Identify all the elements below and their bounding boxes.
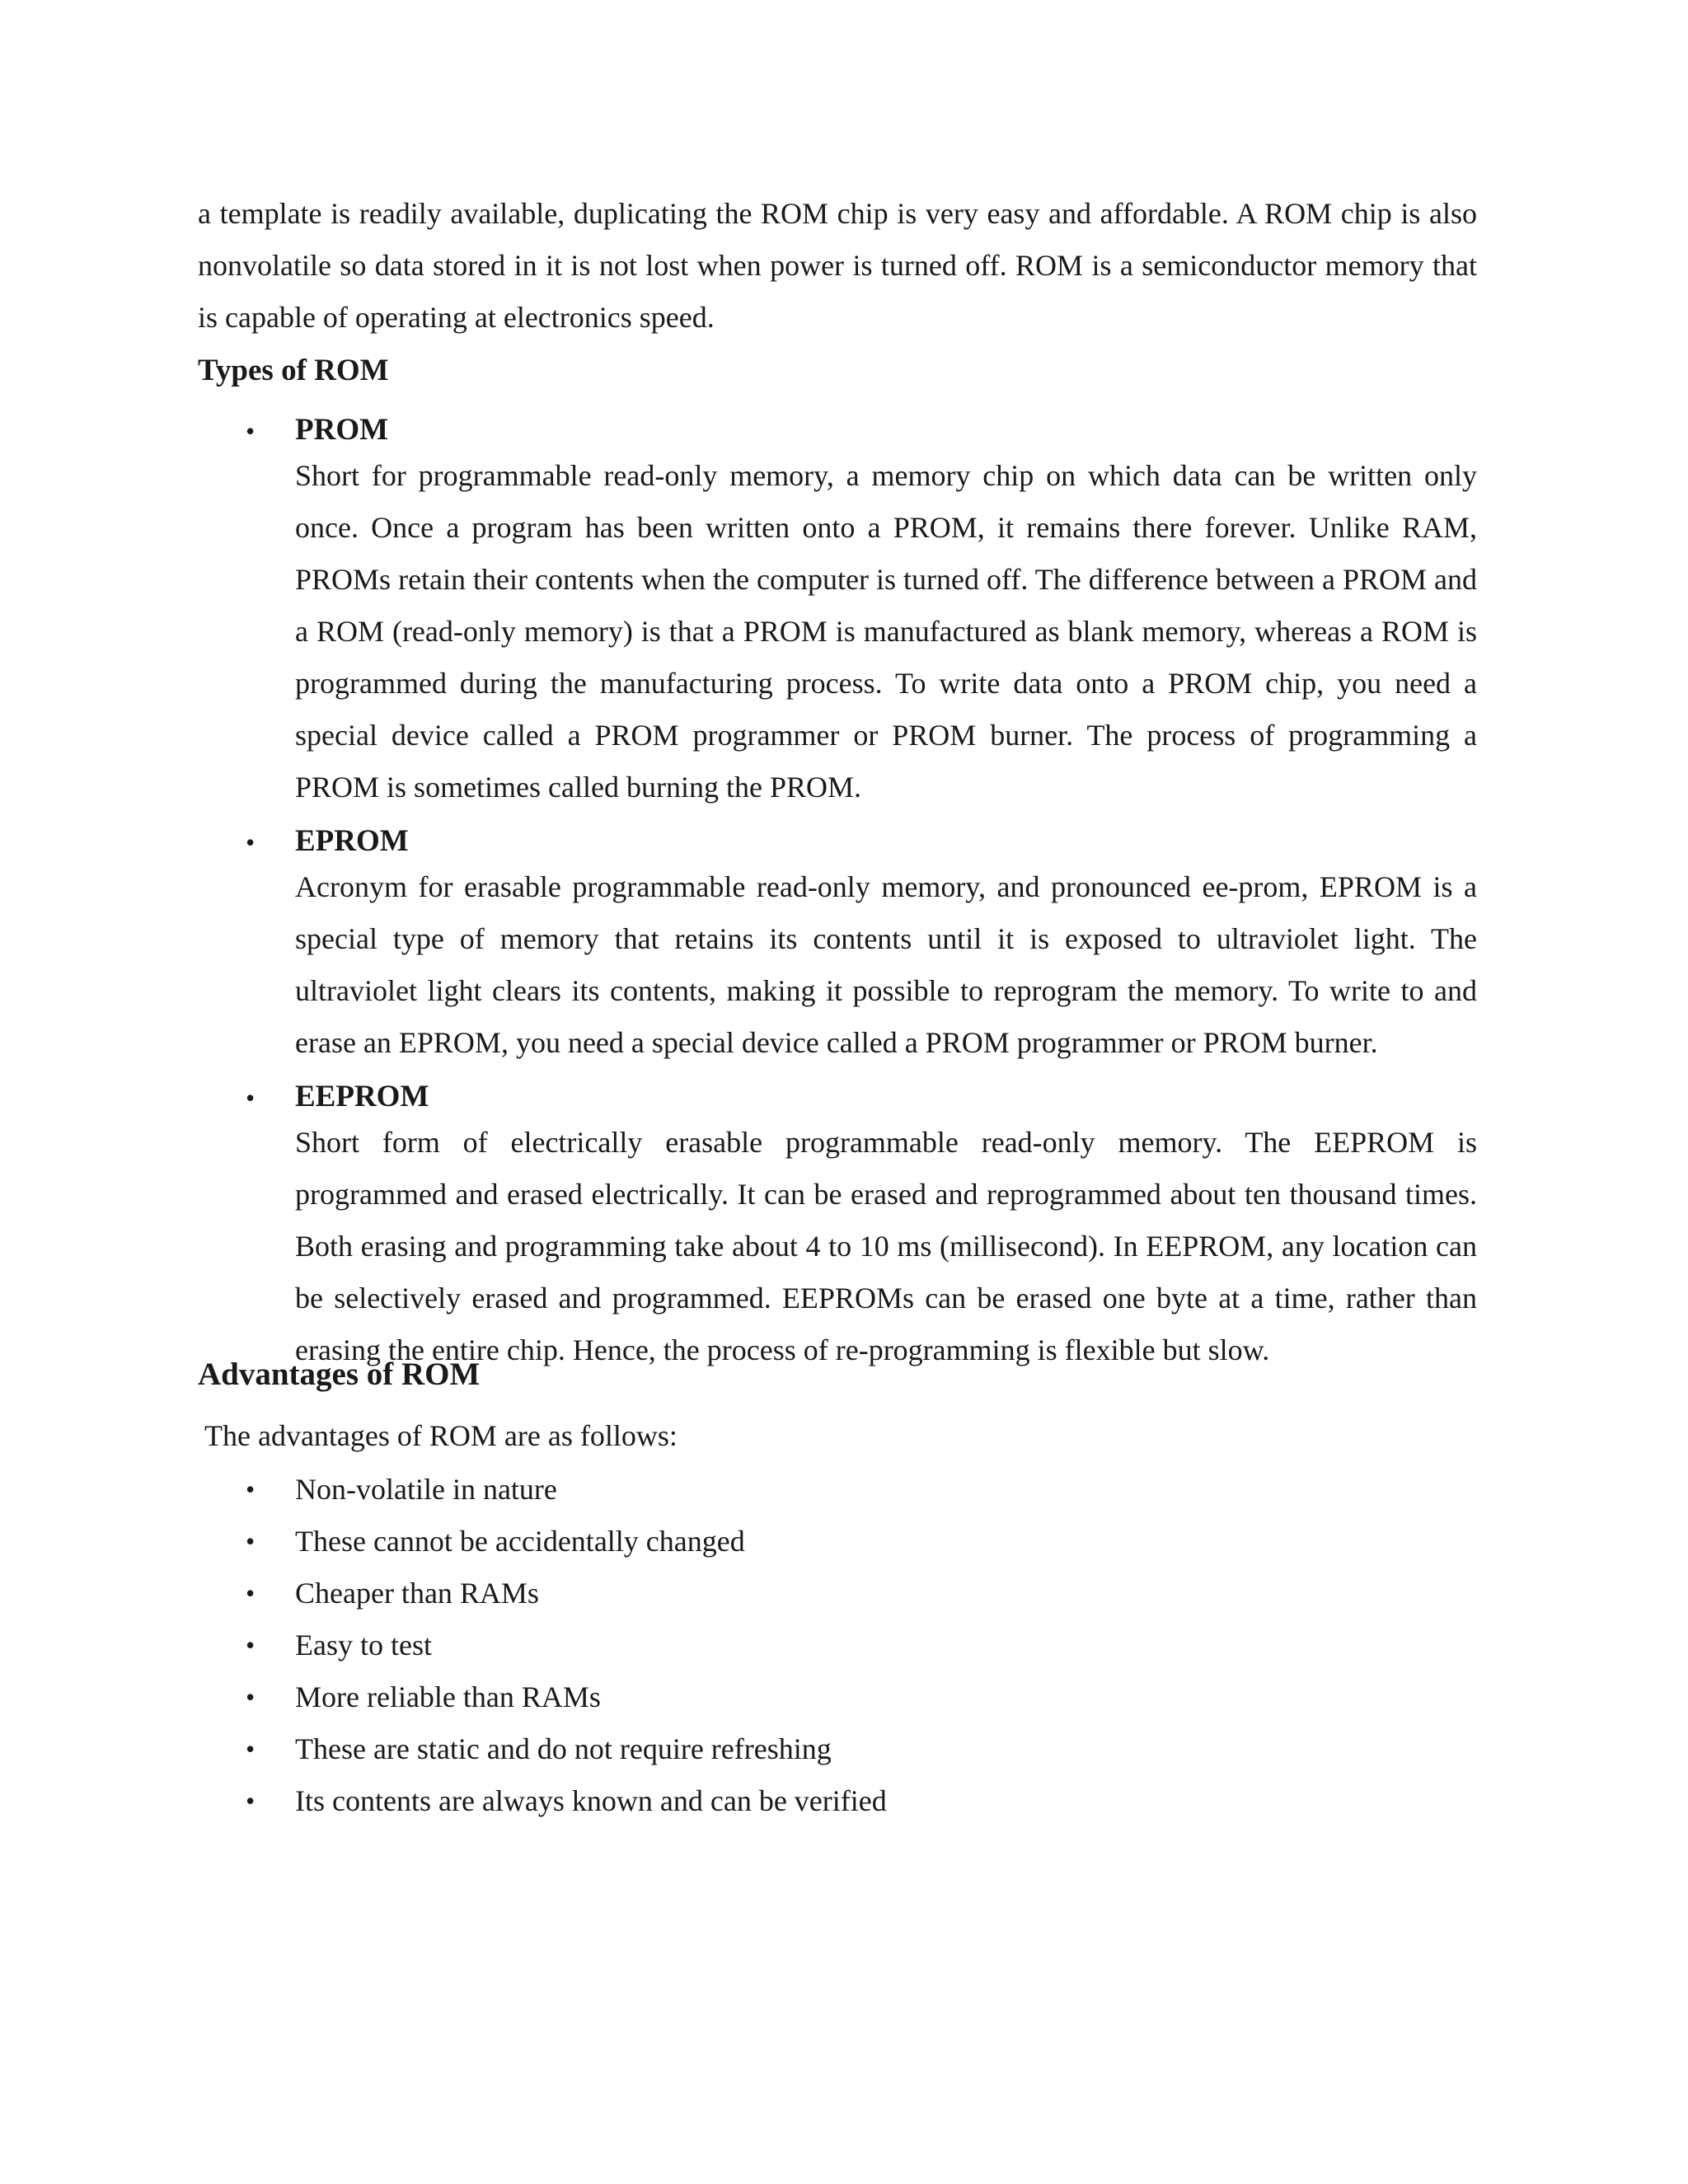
bullet-icon: • (246, 1578, 256, 1608)
type-title: PROM (295, 413, 389, 447)
list-item (198, 1568, 887, 1619)
types-list (198, 410, 1477, 1376)
bullet-icon: • (246, 1682, 256, 1712)
bullet-icon: • (246, 416, 256, 446)
type-item-eprom (198, 822, 1477, 1069)
intro-paragraph: a template is readily available, duplicating the ROM chip is very easy and affordable. A ROM chip is also nonvolatile so data stored in it is not lost when power is turned off. ROM is a semiconductor memory that is capable of operating at electronics speed. (198, 197, 1477, 334)
list-item-text: More reliable than RAMs (295, 1680, 601, 1713)
list-item (198, 1464, 887, 1516)
list-item-text: Easy to test (295, 1629, 432, 1661)
type-item-eeprom (198, 1077, 1477, 1376)
list-item (198, 1516, 887, 1568)
list-item-text: Cheaper than RAMs (295, 1577, 539, 1610)
type-description: Short form of electrically erasable programmable read-only memory. The EEPROM is programmed and erased electrically. It can be erased and reprogrammed about ten thousand times. Both erasing and programming take about 4 to 10 ms (millisecond). In EEPROM, any location can be selectively erased and programmed. EEPROMs can be erased one byte at a time, rather than erasing the entire chip. Hence, the process of re-programming is flexible but slow. (295, 1126, 1477, 1366)
type-description: Acronym for erasable programmable read-only memory, and pronounced ee-prom, EPROM is a special type of memory that retains its contents until it is exposed to ultraviolet light. The ultraviolet light clears its contents, making it possible to reprogram the memory. To write to and erase an EPROM, you need a special device called a PROM programmer or PROM burner. (295, 870, 1477, 1059)
list-item (198, 1619, 887, 1671)
bullet-icon: • (246, 1734, 256, 1764)
type-title: EEPROM (295, 1080, 429, 1113)
list-item (198, 1775, 887, 1827)
bullet-icon: • (246, 1786, 256, 1816)
bullet-icon: • (246, 1474, 256, 1504)
advantages-heading: Advantages of ROM (198, 1357, 481, 1392)
advantages-intro: The advantages of ROM are as follows: (204, 1419, 678, 1452)
type-item-prom (198, 410, 1477, 813)
list-item-text: Its contents are always known and can be verified (295, 1784, 887, 1817)
bullet-icon: • (246, 1630, 256, 1660)
type-description: Short for programmable read-only memory, a memory chip on which data can be written only once. Once a program has been written onto a PROM, it remains there forever. Unlike RAM, PROMs retain their contents when the computer is turned off. The difference between a PROM and a ROM (read-only memory) is that a PROM is manufactured as blank memory, whereas a ROM is programmed during the manufacturing process. To write data onto a PROM chip, you need a special device called a PROM programmer or PROM burner. The process of programming a PROM is sometimes called burning the PROM. (295, 459, 1477, 804)
list-item (198, 1723, 887, 1775)
bullet-icon: • (246, 1526, 256, 1556)
list-item-text: These are static and do not require refreshing (295, 1732, 832, 1765)
bullet-icon: • (246, 1083, 256, 1113)
advantages-list (198, 1464, 887, 1827)
list-item-text: These cannot be accidentally changed (295, 1525, 745, 1558)
list-item-text: Non-volatile in nature (295, 1473, 557, 1506)
types-heading: Types of ROM (198, 354, 389, 387)
bullet-icon: • (246, 827, 256, 857)
type-title: EPROM (295, 824, 409, 858)
list-item (198, 1671, 887, 1723)
